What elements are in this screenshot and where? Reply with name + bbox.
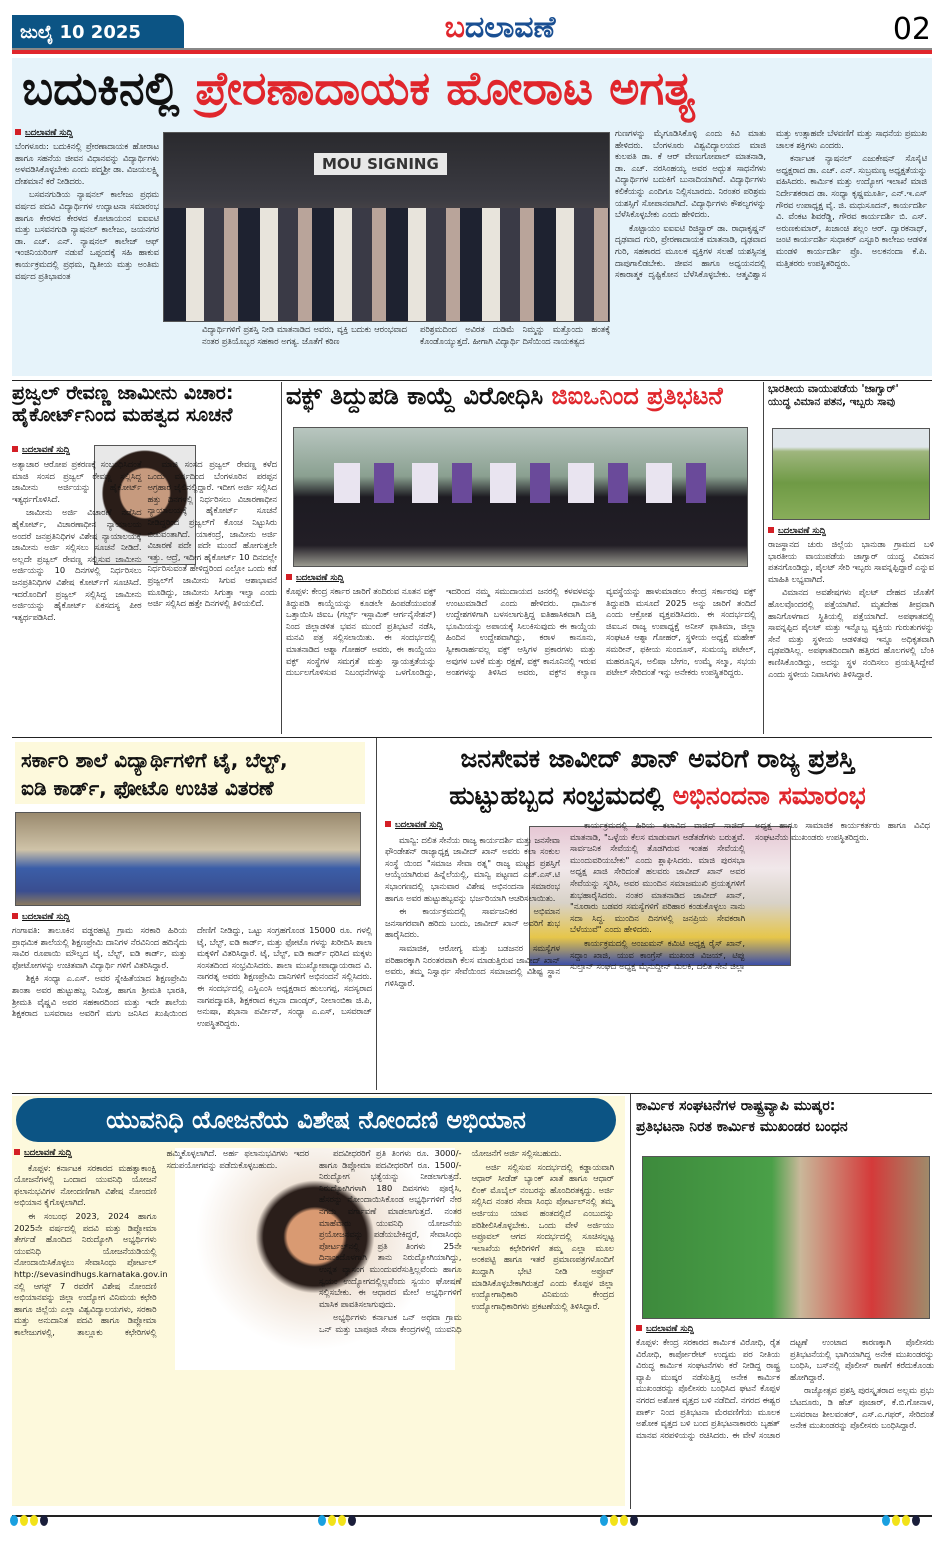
strike-headline: ಕಾರ್ಮಿಕ ಸಂಘಟನೆಗಳ ರಾಷ್ಟ್ರವ್ಯಾಪಿ ಮುಷ್ಕರ: ಪ್ರತಿಭಟನಾ ನಿರತ ಕಾರ್ಮಿಕ ಮುಖಂಡರ ಬಂಧನ — [636, 1098, 848, 1135]
story-prajwal-bail — [12, 383, 277, 735]
crash-site-photo — [772, 428, 930, 520]
school-body: ಗಂಗಾವತಿ: ತಾಲೂಕಿನ ವಡ್ಡರಹಟ್ಟಿ ಗ್ರಾಮ ಸರಕಾರಿ ಹಿರಿಯ ಪ್ರಾಥಮಿಕ ಶಾಲೆಯಲ್ಲಿ ಶಿಕ್ಷಣಪ್ರೇಮಿ ದಾನಿಗಳ ನೆರವಿನಿಂದ ಹದಿನೈದು ಸಾವಿರ ರೂಪಾಯಿ ಮೌಲ್ಯದ ಟೈ, ಬೆಲ್ಟ್, ಐಡಿ ಕಾರ್ಡ್, ಮತ್ತು ಫೋಟೋಗಳನ್ನು ಉಚಿತವಾಗಿ ವಿದ್ಯಾರ್ಥಿ ಗಳಿಗೆ ವಿತರಿಸಿದ್ದಾರೆ. ಶಿಕ್ಷಕಿ ಸಂಧ್ಯಾ ಎ.ಎಸ್. ಅವರ ಸ್ನೇಹಿತೆಯಾದ ಶಿಕ್ಷಣಪ್ರೇಮಿ ಶಾಂತಾ ಅವರ ಹುಟ್ಟುಹಬ್ಬ ನಿಮಿತ್ತ, ಹಾಗೂ ಶ್ರೀಮತಿ ಭಾರತಿ, ಶ್ರೀಮತಿ ವೈಷ್ಣವಿ ಅವರ ಸಹಕಾರದಿಂದ ಮತ್ತು ಇದೇ ಶಾಲೆಯ ಶಿಕ್ಷಕರಾದ ಬಸವರಾಜ ಅವರಿಗೆ ಮಗು ಜನಿಸಿದ ಖುಷಿಯಿಂದ ದೇಣಿಗೆ ನೀಡಿದ್ದು, ಒಟ್ಟು ಸಂಗ್ರಹಗೊಂಡ 15000 ರೂ. ಗಳಲ್ಲಿ ಟೈ, ಬೆಲ್ಟ್, ಐಡಿ ಕಾರ್ಡ್, ಮತ್ತು ಫೋಟೊ ಗಳನ್ನು ಖರೀದಿಸಿ ಶಾಲಾ ಮಕ್ಕಳಿಗೆ ವಿತರಿಸಿದ್ದಾರೆ. ಟೈ, ಬೆಲ್ಟ್, ಐಡಿ ಕಾರ್ಡ್ ಧರಿಸಿದ ಮಕ್ಕಳು ಸಂಸತದಿಂದ ಸಂಭ್ರಮಿಸಿದರು. ಶಾಲಾ ಮುಖ್ಯೋಪಾಧ್ಯಾಯರಾದ ವಿ. ನಾಗರತ್ನ ಅವರು ಶಿಕ್ಷಣಪ್ರೇಮಿ ದಾನಿಗಳಿಗೆ ಅಭಿನಂದನೆ ಸಲ್ಲಿಸಿದರು. ಈ ಸಂದರ್ಭದಲ್ಲಿ ಎಸ್ಡಿಎಂಸಿ ಅಧ್ಯಕ್ಷರಾದ ಹುಲುಗಪ್ಪ, ಸದಸ್ಯರಾದ ನಾಗಪದ್ಮಾವತಿ, ಶಿಕ್ಷಕರಾದ ಕಲ್ಪನಾ ದಾಂಡ್ಕರ್, ನೀಲಾಂಬಿಕಾ ಜಿ.ಪಿ, ಅನುಷಾ, ಶಭಾನಾ ಪರ್ವೀನ್, ಸಂಧ್ಯಾ ಎ.ಎಸ್, ಬಸವರಾಜ್ ಉಪಸ್ಥಿತರಿದ್ದರು. — [12, 925, 372, 1028]
byline: ಬದಲಾವಣೆ ಸುದ್ದಿ — [286, 573, 756, 583]
lead-caption-1: ವಿದ್ಯಾರ್ಥಿಗಳಿಗೆ ಪ್ರಶಸ್ತಿ ನೀಡಿ ಮಾತನಾಡಿದ ಅವರು, ವ್ಯಕ್ತಿ ಬದುಕು ಆರಂಭವಾದ ನಂತರ ಪ್ರತಿಯೊಬ್ಬರ ಸಹಕಾರ ಅಗತ್ಯ. ಜೊತೆಗೆ ಕಠಿಣ — [202, 324, 407, 346]
jaguar-body: ರಾಜಸ್ಥಾನದ ಚುರು ಜಿಲ್ಲೆಯ ಭಾನುಡಾ ಗ್ರಾಮದ ಬಳಿ ಭಾರತೀಯ ವಾಯುಪಡೆಯ ಜಾಗ್ವಾರ್ ಯುದ್ಧ ವಿಮಾನ ಪತನಗೊಂಡಿದ್ದು, ಪೈಲಟ್ ಸೇರಿ ಇಬ್ಬರು ಸಾವನ್ನಪ್ಪಿದ್ದಾರೆ ಎನ್ನುವ ಮಾಹಿತಿ ಲಭ್ಯವಾಗಿದೆ. ವಿಮಾನದ ಅವಶೇಷಗಳು ಪೈಲಟ್ ದೇಹದ ಜೊತೆಗೆ ಹೊಲವೊಂದರಲ್ಲಿ ಪತ್ತೆಯಾಗಿವೆ. ಮೃತದೇಹ ತೀವ್ರವಾಗಿ ಹಾನಿಗೊಳಗಾದ ಸ್ಥಿತಿಯಲ್ಲಿ ಪತ್ತೆಯಾಗಿದೆ. ಅಪಘಾತದಲ್ಲಿ ಸಾವನ್ನಪ್ಪಿದ ಪೈಲಟ್ ಮತ್ತು ಇನ್ನೊಬ್ಬ ವ್ಯಕ್ತಿಯ ಗುರುತುಗಳನ್ನು ಸೇನೆ ಮತ್ತು ಸ್ಥಳೀಯ ಆಡಳಿತವು ಇನ್ನೂ ಅಧಿಕೃತವಾಗಿ ದೃಢಪಡಿಸಿಲ್ಲ. ಅಪಘಾತದಿಂದಾಗಿ ಹತ್ತಿರದ ಹೊಲಗಳಲ್ಲಿ ಬೆಂಕಿ ಕಾಣಿಸಿಕೊಂಡಿದ್ದು, ಅದನ್ನು ಸ್ಥಳ ನಂದಿಸಲು ಪ್ರಯತ್ನಿಸಿದ್ದೇವೆ ಎಂದು ಸ್ಥಳೀಯ ನಿವಾಸಿಗಳು ತಿಳಿಸಿದ್ದಾರೆ. — [768, 539, 934, 679]
protest-placards — [334, 463, 714, 503]
registration-marks — [318, 1515, 356, 1526]
divider — [12, 380, 932, 381]
yuvanidhi-body: ಬದಲಾವಣೆ ಸುದ್ದಿ ಕೊಪ್ಪಳ: ಕರ್ನಾಟಕ ಸರಕಾರದ ಮಹತ್ವಾಕಾಂಕ್ಷಿ ಯೋಜನೆಗಳಲ್ಲಿ ಒಂದಾದ ಯುವನಿಧಿ ಯೋಜನೆ ಫಲಾನುಭವಿಗಳ ನೋಂದಣಿಗಾಗಿ ವಿಶೇಷ ನೋಂದಣಿ ಅಭಿಯಾನ ಕೈಗೊಳ್ಳಲಾಗಿದೆ. ಈ ಸಂಬಂಧ 2023, 2024 ಹಾಗೂ 2025ನೇ ವರ್ಷದಲ್ಲಿ ಪದವಿ ಮತ್ತು ಡಿಪ್ಲೋಮಾ ತೇರ್ಗಡೆ ಹೊಂದಿದ ನಿರುದ್ಯೋಗಿ ಅಭ್ಯರ್ಥಿಗಳು ಯುವನಿಧಿ ಯೋಜನೆಯಡಿಯಲ್ಲಿ ನೋಂದಾಯಿಸಿಕೊಳ್ಳಲು ಸೇವಾಸಿಂಧು ಪೋರ್ಟಲ್ http://sevasindhugs.karnataka.gov.in ನಲ್ಲಿ ಆಗಸ್ಟ್ 7 ರವರೆಗೆ ವಿಶೇಷ ನೋಂದಣಿ ಅಭಿಯಾನವನ್ನು ಜಿಲ್ಲಾ ಉದ್ಯೋಗ ವಿನಿಮಯ ಕಛೇರಿ ಹಾಗೂ ಜಿಲ್ಲೆಯ ಎಲ್ಲಾ ವಿಶ್ವವಿದ್ಯಾಲಯಗಳು, ಸರಕಾರಿ ಮತ್ತು ಅನುದಾನಿತ ಪದವಿ ಹಾಗೂ ಡಿಪ್ಲೋಮಾ ಕಾಲೇಜುಗಳಲ್ಲಿ, ತಾಲ್ಲೂಕು ಕಛೇರಿಗಳಲ್ಲಿ ಹಮ್ಮಿಕೊಳ್ಳಲಾಗಿದೆ. ಅರ್ಹ ಫಲಾನುಭವಿಗಳು ಇದರ ಸದುಪಯೋಗವನ್ನು ಪಡೆದುಕೊಳ್ಳಬಹುದು. ಪದವೀಧರರಿಗೆ ಪ್ರತಿ ತಿಂಗಳು ರೂ. 3000/- ಹಾಗೂ ಡಿಪ್ಲೋಮಾ ಪದವೀಧರರಿಗೆ ರೂ. 1500/- ನಿರುದ್ಯೋಗ ಭತ್ಯೆಯನ್ನು ನೀಡಲಾಗುತ್ತದೆ. ನಿರುದ್ಯೋಗಿಗಳಾಗಿ 180 ದಿವಸಗಳು ಪೂರೈಸಿ, ಹೆಸರನ್ನು ನೋಂದಾಯಿಸಿಕೊಂಡ ಅಭ್ಯರ್ಥಿಗಳಿಗೆ ನೇರ ನಗದು ವರ್ಗಾವಣೆ ಮಾಡಲಾಗುತ್ತದೆ. ನಂತರ ಮಾಹೆವಾರು ಯುವನಿಧಿ ಯೋಜನೆಯ ಪ್ರಯೋಜನವನ್ನು ಪಡೆಯಬೇಕಿದ್ದರೆ, ಸೇವಾಸಿಂಧು ಪೋರ್ಟಲ್‌ನಲ್ಲಿ ಪ್ರತಿ ತಿಂಗಳು 25ನೇ ದಿನಾಂಕದೊಳಗಾಗಿ ತಾನು ನಿರುದ್ಯೋಗಿಯಾಗಿದ್ದು, ಉನ್ನತ ವ್ಯಾಸಂಗ ಮುಂದುವರೆಸುತ್ತಿಲ್ಲವೆಂದು ಹಾಗೂ ಸ್ವಯಂ ಉದ್ಯೋಗದಲ್ಲಿಲ್ಲವೆಂದು ಸ್ವಯಂ ಘೋಷಣೆ ಸಲ್ಲಿಸಬೇಕು. ಈ ಆಧಾರದ ಮೇಲೆ ಅಭ್ಯರ್ಥಿಗಳಿಗೆ ಮಾಸಿಕ ಪಾವತಿಸಲಾಗುವುದು. ಅಭ್ಯರ್ಥಿಗಳು ಕರ್ನಾಟಕ ಒನ್ ಅಥವಾ ಗ್ರಾಮ ಒನ್ ಮತ್ತು ಬಾಪೂಜಿ ಸೇವಾ ಕೇಂದ್ರಗಳಲ್ಲಿ ಯುವನಿಧಿ ಯೋಜನೆಗೆ ಅರ್ಜಿ ಸಲ್ಲಿಸಬಹುದು. ಅರ್ಜಿ ಸಲ್ಲಿಸುವ ಸಂದರ್ಭದಲ್ಲಿ ಕಡ್ಡಾಯವಾಗಿ ಆಧಾರ್ ಸೀಡೆಡ್ ಬ್ಯಾಂಕ್ ಖಾತೆ ಹಾಗೂ ಆಧಾರ್ ಲಿಂಕ್ ಮೊಬೈಲ್ ನಂಬರನ್ನು ಹೊಂದಿರತಕ್ಕದ್ದು. ಅರ್ಜಿ ಸಲ್ಲಿಸಿದ ನಂತರ ಸೇವಾ ಸಿಂಧು ಪೋರ್ಟಲ್‌ನಲ್ಲಿ ತಮ್ಮ ಅರ್ಜಿಯು ಯಾವ ಹಂತದಲ್ಲಿದೆ ಎಂಬುದನ್ನು ಪರಿಶೀಲಿಸಿಕೊಳ್ಳಬೇಕು. ಒಂದು ವೇಳೆ ಅರ್ಜಿಯು ಅಪ್ರೂವಲ್ ಆಗದ ಸಂದರ್ಭದಲ್ಲಿ ಸೂಚಿಸಲ್ಪಟ್ಟ ಇಲಾಖೆಯ ಕಛೇರಿಗಳಿಗೆ ತಮ್ಮ ಎಲ್ಲಾ ಮೂಲ ಅಂಕಪಟ್ಟಿ ಹಾಗೂ ಇತರೆ ಪ್ರಮಾಣಪತ್ರಗಳೊಂದಿಗೆ ಖುದ್ದಾಗಿ ಭೇಟಿ ನೀಡಿ ಅಪ್ರೂವ್ ಮಾಡಿಸಿಕೊಳ್ಳಬೇಕಾಗಿರುತ್ತದೆ ಎಂದು ಕೊಪ್ಪಳ ಜಿಲ್ಲಾ ಉದ್ಯೋಗಾಧಿಕಾರಿ ವಿನಿಮಯ ಕೇಂದ್ರದ ಉದ್ಯೋಗಾಧಿಕಾರಿಗಳು ಪ್ರಕಟಣೆಯಲ್ಲಿ ತಿಳಿಸಿದ್ದಾರೆ. — [14, 1148, 614, 1337]
lead-col1 — [15, 128, 159, 284]
footer-rule — [12, 1515, 932, 1517]
waqf-body: ಕೊಪ್ಪಳ: ಕೇಂದ್ರ ಸರ್ಕಾರ ಜಾರಿಗೆ ತಂದಿರುವ ನೂತನ ವಕ್ಫ್ ತಿದ್ದುಪಡಿ ಕಾಯ್ದೆಯನ್ನು ಕೂಡಲೇ ಹಿಂಪಡೆಯುವಂತೆ ಒತ್ತಾಯಿಸಿ ಜಿಐಒ (ಗರ್ಲ್ಸ್ ಇಸ್ಲಾಮಿಕ್ ಆರ್ಗನೈಸೇಶನ್) ನಿಂದ ಜಿಲ್ಲಾಡಳಿತ ಭವನ ಮುಂದೆ ಪ್ರತಿಭಟನೆ ನಡೆಸಿ, ಮನವಿ ಪತ್ರ ಸಲ್ಲಿಸಲಾಯಿತು. ಈ ಸಂದರ್ಭದಲ್ಲಿ ಮಾತನಾಡಿದ ಆಶ್ನಾ ಗೋಹರ್ ಅವರು, ಈ ಕಾಯ್ದೆಯು ವಕ್ಫ್ ಸಂಸ್ಥೆಗಳ ಸಮಗ್ರತೆ ಮತ್ತು ಸ್ವಾಯತ್ತತೆಯನ್ನು ದುರ್ಬಲಗೊಳಿಸುವ ನಿಬಂಧನೆಗಳನ್ನು ಒಳಗೊಂಡಿದ್ದು, ಇದರಿಂದ ನಮ್ಮ ಸಮುದಾಯದ ಜನರಲ್ಲಿ ಕಳವಳವನ್ನು ಉಂಟುಮಾಡಿದೆ ಎಂದು ಹೇಳಿದರು. ಧಾರ್ಮಿಕ ಉದ್ದೇಶಗಳಿಗಾಗಿ ಬಳಸಲಾಗುತ್ತಿದ್ದ ಐತಿಹಾಸಿಕವಾಗಿ ದತ್ತಿ ಭೂಮಿಯನ್ನು ಅಪಾಯಕ್ಕೆ ಸಿಲುಕಿಸುವುದು ಈ ಕಾಯ್ದೆಯ ಹಿಂದಿನ ಉದ್ದೇಶವಾಗಿದ್ದು, ಕರಾಳ ಕಾನೂನು, ಸ್ವೀಕಾರಾರ್ಹವಲ್ಲ ವಕ್ಫ್ ಆಸ್ತಿಗಳ ಪ್ರಕಾರಗಳು ಮತ್ತು ಅವುಗಳ ಬಳಕೆ ಮತ್ತು ರಕ್ಷಣೆ, ವಕ್ಫ್ ಕಾನೂನಿನಲ್ಲಿ ಇರುವ ಅಂಶಗಳನ್ನು ತಿಳಿಸಿದ ಅವರು, ವಕ್ಫ್‌ನ ಕಲ್ಯಾಣ ವ್ಯವಸ್ಥೆಯನ್ನು ಹಾಳುಮಾಡಲು ಕೇಂದ್ರ ಸರ್ಕಾರವು ವಕ್ಫ್ ತಿದ್ದುಪಡಿ ಮಸೂದೆ 2025 ಅನ್ನು ಜಾರಿಗೆ ತಂದಿದೆ ಎಂದು ಆಕ್ರೋಶ ವ್ಯಕ್ತಪಡಿಸಿದರು. ಈ ಸಂದರ್ಭದಲ್ಲಿ ಜಿಐಒನ ರಾಜ್ಯ ಉಪಾಧ್ಯಕ್ಷೆ ಅನೀಸ್ ಫಾತಿಮಾ, ಜಿಲ್ಲಾ ಸಂಘಟಕಿ ಆಶ್ನಾ ಗೋಹರ್, ಸ್ಥಳೀಯ ಅಧ್ಯಕ್ಷೆ ಮಹೇಕ್ ಸಮರೀನ್, ಫಕೀಯ ಸುಂದೂಸ್, ಸುಮಯ್ಯ ಪಟೇಲ್, ಮಹರೂನ್ನಿಸ, ಅಲಿಷಾ ಬೇಗಂ, ಉಮ್ಮೆ ಸಲ್ಮಾ, ಸಭಯ ಪಟೇಲ್ ಸೇರಿದಂತೆ ಇನ್ನು ಅನೇಕರು ಉಪಸ್ಥಿತರಿದ್ದರು. — [286, 586, 756, 678]
story-school-distribution — [12, 740, 372, 1090]
byline: ಬದಲಾವಣೆ ಸುದ್ದಿ — [12, 445, 90, 455]
divider — [763, 382, 764, 734]
lead-body: ಬೆಂಗಳೂರು: ಬದುಕಿನಲ್ಲಿ ಪ್ರೇರಣಾದಾಯಕ ಹೋರಾಟ ಹಾಗೂ ಸಹನೆಯ ಜೀವನ ವಿಧಾನವನ್ನು ವಿದ್ಯಾರ್ಥಿಗಳು ಅಳವಡಿಸಿಕೊಳ್ಳಬೇಕು ಎಂದು ಪದ್ಮಶ್ರೀ ಡಾ. ವಿಜಯಲಕ್ಷ್ಮಿ ದೇಶಮಾನೆ ಕರೆ ನೀಡಿದರು. ಬಸವನಗುಡಿಯ ನ್ಯಾಷನಲ್ ಕಾಲೇಜು ಪ್ರಥಮ ವರ್ಷದ ಪದವಿ ವಿದ್ಯಾರ್ಥಿಗಳ ಉದ್ಘಾಟನಾ ಸಮಾರಂಭ ಹಾಗೂ ಕೇರಳದ ಕೇರಳದ ಕೋಟಾಯಂನ ಐಐಐಟಿ ಮತ್ತು ಬಸವನಗುಡಿ ನ್ಯಾಷನಲ್ ಕಾಲೇಜು, ಜಯನಗರ ಡಾ. ಎಚ್. ಎನ್. ನ್ಯಾಷನಲ್ ಕಾಲೇಜ್ ಆಫ್ ಇಂಜಿನಿಯರಿಂಗ್ ನಡುವೆ ಒಪ್ಪಂದಕ್ಕೆ ಸಹಿ ಹಾಕುವ ಕಾರ್ಯಕ್ರಮದಲ್ಲಿ ಪ್ರಥಮ, ದ್ವಿತೀಯ ಮತ್ತು ಅಂತಿಮ ವರ್ಷದ ಪ್ರತಿಭಾವಂತ — [15, 141, 159, 281]
divider — [376, 738, 377, 1090]
lead-photo-mou-signing — [163, 132, 610, 322]
lead-caption-2: ಪರಿಶ್ರಮದಿಂದ ಅವಿರತ ದುಡಿಮೆ ನಿಮ್ಮನ್ನು ಮತ್ತೊಂದು ಹಂತಕ್ಕೆ ಕೊಂಡೊಯ್ಯುತ್ತದೆ. ಹೀಗಾಗಿ ವಿದ್ಯಾರ್ಥಿ ದಿಸೆಯಿಂದ ನಾಯಕತ್ವದ — [420, 324, 610, 346]
masthead-logo: ಬದಲಾವಣೆ — [444, 10, 556, 45]
byline: ಬದಲಾವಣೆ ಸುದ್ದಿ — [15, 128, 159, 138]
byline: ಬದಲಾವಣೆ ಸುದ್ದಿ — [12, 912, 372, 922]
story-jaguar-crash — [768, 383, 934, 735]
byline: ಬದಲಾವಣೆ ಸುದ್ದಿ — [636, 1324, 934, 1334]
header-rule — [12, 48, 932, 54]
school-headline: ಸರ್ಕಾರಿ ಶಾಲೆ ವಿದ್ಯಾರ್ಥಿಗಳಿಗೆ ಟೈ, ಬೆಲ್ಟ್, ಐಡಿ ಕಾರ್ಡ್, ಫೋಟೊ ಉಚಿತ ವಿತರಣೆ — [15, 742, 365, 804]
jaguar-headline: ಭಾರತೀಯ ವಾಯುಪಡೆಯ 'ಜಾಗ್ವಾರ್' ಯುದ್ಧ ವಿಮಾನ ಪತನ, ಇಬ್ಬರು ಸಾವು — [768, 383, 899, 408]
story-yuvanidhi-registration — [12, 1096, 625, 1506]
divider — [281, 382, 282, 734]
registration-marks — [882, 1515, 920, 1526]
divider — [630, 1094, 631, 1509]
students-group-photo — [15, 812, 361, 906]
waqf-headline: ವಕ್ಫ್ ತಿದ್ದುಪಡಿ ಕಾಯ್ದೆ ವಿರೋಧಿಸಿ ಜಿಐಒನಿಂದ ಪ್ರತಿಭಟನೆ — [286, 383, 723, 410]
registration-marks — [10, 1515, 48, 1526]
javeed-body: ಬದಲಾವಣೆ ಸುದ್ದಿ ಮಾನ್ವಿ: ದಲಿತ ಸೇನೆಯ ರಾಜ್ಯ ಕಾರ್ಯದರ್ಶಿ ಮತ್ತು ಜನಸೇವಾ ಫೌಂಡೇಶನ್ ರಾಜ್ಯಾಧ್ಯಕ್ಷ ಜಾವೀದ್ ಖಾನ್ ಅವರು ಕಲಾ ಸಂಕುಲ ಸಂಸ್ಥೆ ಯಿಂದ "ಸಮಾಜ ಸೇವಾ ರತ್ನ" ರಾಜ್ಯ ಮಟ್ಟದ ಪ್ರಶಸ್ತಿಗೆ ಆಯ್ಕೆಯಾಗಿರುವ ಹಿನ್ನೆಲೆಯಲ್ಲಿ, ಮಾನ್ವಿ ಪಟ್ಟಣದ ಎಚ್.ಎಸ್.ಟಿ ಸಭಾಂಗಣದಲ್ಲಿ ಭಾನುವಾರ ವಿಶೇಷ ಅಭಿನಂದನಾ ಸಮಾರಂಭ ಹಾಗೂ ಅವರ ಹುಟ್ಟುಹಬ್ಬವನ್ನು ಭರ್ಜರಿಯಾಗಿ ಆಚರಿಸಲಾಯಿತು. ಈ ಕಾರ್ಯಕ್ರಮದಲ್ಲಿ ಸಾರ್ವಜನಿಕರ ಅಭಿಮಾನ ಜನಸಾಗರವಾಗಿ ಹರಿದು ಬಂದು, ಜಾವೀದ್ ಖಾನ್ ಅವರಿಗೆ ಶುಭ ಹಾರೈಸಿದರು. ಸಾಮಾಜಿಕ, ಆರೋಗ್ಯ ಮತ್ತು ಬಡಜನರ ಸಮಸ್ಯೆಗಳ ಪರಿಹಾರಕ್ಕಾಗಿ ನಿರಂತರವಾಗಿ ಕೆಲಸ ಮಾಡುತ್ತಿರುವ ಜಾವೀದ್ ಖಾನ್ ಅವರು, ತಮ್ಮ ನಿಸ್ವಾರ್ಥ ಸೇವೆಯಿಂದ ಸಮಾಜದಲ್ಲಿ ವಿಶಿಷ್ಟ ಸ್ಥಾನ ಗಳಿಸಿದ್ದಾರೆ. ಕಾರ್ಯಕ್ರಮದಲ್ಲಿ ಹಿರಿಯ ಕಲಾವಿದ ವಾಜಿದ್ ಸಾಜಿದ್ ಮಾತನಾಡಿ, "ಒಳ್ಳೆಯ ಕೆಲಸ ಮಾಡುವಾಗ ಅಡೆತಡೆಗಳು ಬರುತ್ತವೆ. ಸಾರ್ವಜನಿಕ ಸೇವೆಯಲ್ಲಿ ತೊಡಗಿರುವ ಇಂತಹ ಸೇವೆಯಲ್ಲಿ ಮುಂದುವರಿಯಬೇಕು" ಎಂದು ಶ್ಲಾಘಿಸಿದರು. ಮಾಜಿ ಪುರಸಭಾ ಅಧ್ಯಕ್ಷ ಖಾಜಿ ಸೇರಿದಂತೆ ಹಲವರು ಜಾವೀದ್ ಖಾನ್ ಅವರ ಸೇವೆಯನ್ನು ಸ್ಮರಿಸಿ, ಅವರ ಮುಂದಿನ ಸಮಾಜಮುಖಿ ಪ್ರಯತ್ನಗಳಿಗೆ ಶುಭಹಾರೈಸಿದರು. ನಂತರ ಮಾತನಾಡಿದ ಜಾವೀದ್ ಖಾನ್, "ನೂರಾರು ಬಡವರ ಸಮಸ್ಯೆಗಳಿಗೆ ಪರಿಹಾರ ಕಂಡುಕೊಳ್ಳಲು ನಾನು ಸದಾ ಸಿದ್ಧ. ಮುಂದಿನ ದಿನಗಳಲ್ಲಿ ಜನಪ್ರಿಯ ಸೇವಕರಾಗಿ ಬೆಳೆಯುವೆ" ಎಂದು ಹೇಳಿದರು. ಕಾರ್ಯಕ್ರಮದಲ್ಲಿ ಅಂಜುಮನ್ ಕಮಿಟಿ ಅಧ್ಯಕ್ಷ ರೈಸ್ ಖಾನ್, ಸದ್ದಾಂ ಖಾಜಿ, ಯುವ ಕಾಂಗ್ರೆಸ್ ಮುಖಂಡ ವಿಜಯ್, ಟಿಪ್ಪು ಸುಲ್ತಾನ್ ಸಂಘದ ಅಧ್ಯಕ್ಷ ಮೈನುದ್ದೀನ್ ಮಿಲಕಿ, ದಲಿತ ಸೇನೆ ಜಿಲ್ಲಾ ಅಧ್ಯಕ್ಷ ಹಾಗೂ ಸಾಮಾಜಿಕ ಕಾರ್ಯಕರ್ತರು ಹಾಗೂ ವಿವಿಧ ಸಂಘಟನೆಯ ಮುಖಂಡರು ಉಪಸ್ಥಿತರಿದ್ದರು. — [385, 820, 930, 988]
people-group — [164, 208, 609, 321]
police-bus-arrest-photo — [642, 1156, 930, 1319]
issue-date: ಜುಲೈ 10 2025 — [12, 15, 184, 51]
lead-headline: ಬದುಕಿನಲ್ಲಿ ಪ್ರೇರಣಾದಾಯಕ ಹೋರಾಟ ಅಗತ್ಯ — [22, 61, 696, 115]
divider — [12, 1093, 932, 1094]
byline: ಬದಲಾವಣೆ ಸುದ್ದಿ — [14, 1148, 157, 1160]
waqf-protest-photo — [293, 427, 748, 567]
yuvanidhi-headline: ಯುವನಿಧಿ ಯೋಜನೆಯ ವಿಶೇಷ ನೋಂದಣಿ ಅಭಿಯಾನ — [16, 1098, 616, 1142]
divider — [12, 737, 932, 738]
strike-body: ಕೊಪ್ಪಳ: ಕೇಂದ್ರ ಸರಕಾರದ ಕಾರ್ಮಿಕ ವಿರೋಧಿ, ರೈತ ವಿರೋಧಿ, ಕಾರ್ಪೋರೇಟ್ ಉದ್ಯಮ ಪರ ನೀತಿಯ ವಿರುದ್ಧ ಕಾರ್ಮಿಕ ಸಂಘಟನೆಗಳು ಕರೆ ನೀಡಿದ್ದ ರಾಷ್ಟ್ರ ವ್ಯಾಪಿ ಮುಷ್ಕರ ನಡೆಸುತ್ತಿದ್ದ ಅನೇಕ ಕಾರ್ಮಿಕ ಮುಖಂಡರನ್ನು ಪೊಲೀಸರು ಬಂಧಿಸಿದ ಘಟನೆ ಕೊಪ್ಪಳ ನಗರದ ಅಶೋಕ ವೃತ್ತದ ಬಳಿ ನಡೆದಿದೆ. ನಗರದ ಈಶ್ವರ ಪಾರ್ಕ್ ನಿಂದ ಪ್ರತಿಭಟನಾ ಮೆರವಣಿಗೆಯ ಮೂಲಕ ಅಶೋಕ ವೃತ್ತದ ಬಳಿ ಬಂದ ಪ್ರತಿಭಟನಾಕಾರರು ಬೃಹತ್ ಮಾನವ ಸರಪಳಿಯನ್ನು ರಚಿಸಿದರು. ಈ ವೇಳೆ ಸಂಚಾರ ದಟ್ಟಣೆ ಉಂಟಾದ ಕಾರಣಕ್ಕಾಗಿ ಪೊಲೀಸರು ಪ್ರತಿಭಟನೆಯಲ್ಲಿ ಭಾಗಿಯಾಗಿದ್ದ ಅನೇಕ ಮುಖಂಡರನ್ನು ಬಂಧಿಸಿ, ಬಸ್‌ನಲ್ಲಿ ಪೊಲೀಸ್ ಠಾಣೆಗೆ ಕರೆದುಕೊಂಡು ಹೋಗಿದ್ದಾರೆ. ರಾಜ್ಯೋತ್ಸವ ಪ್ರಶಸ್ತಿ ಪುರಸ್ಕೃತರಾದ ಅಲ್ಲಮ ಪ್ರಭು ಬೆಟದೂರು, ಡಿ ಹೆಚ್ ಪೂಜಾರ್, ಕೆ.ಬಿ.ಗೋನಾಳ, ಬಸವರಾಜ ಶೀಲವಂತರ್, ಎಸ್.ಎ.ಗಫರ್, ಸೇರಿದಂತೆ ಅನೇಕ ಮುಖಂಡರನ್ನು ಪೊಲೀಸರು ಬಂಧಿಸಿದ್ದಾರೆ. — [636, 1337, 934, 1440]
prajwal-headline: ಪ್ರಜ್ವಲ್ ರೇವಣ್ಣ ಜಾಮೀನು ವಿಚಾರ: ಹೈಕೋರ್ಟ್‌ನಿಂದ ಮಹತ್ವದ ಸೂಚನೆ — [12, 383, 234, 426]
javeed-headline: ಜನಸೇವಕ ಜಾವೀದ್ ಖಾನ್ ಅವರಿಗೆ ರಾಜ್ಯ ಪ್ರಶಸ್ತಿ ಹುಟ್ಟುಹಬ್ಬದ ಸಂಭ್ರಮದಲ್ಲಿ ಅಭಿನಂದನಾ ಸಮಾರಂಭ — [449, 744, 866, 810]
lead-right-columns: ಗುಣಗಳನ್ನು ಮೈಗೂಡಿಸಿಕೊಳ್ಳಿ ಎಂದು ಕಿವಿ ಮಾತು ಹೇಳಿದರು. ಬೆಂಗಳೂರು ವಿಶ್ವವಿದ್ಯಾಲಯದ ಮಾಜಿ ಕುಲಪತಿ ಡಾ. ಕೆ ಆರ್ ವೇಣುಗೋಪಾಲ್ ಮಾತನಾಡಿ, ಡಾ. ಎಚ್. ನರಸಿಂಹಯ್ಯ ಅವರ ಅದ್ಭುತ ಸಾಧನೆಗಳು ವಿದ್ಯಾರ್ಥಿಗಳ ಬದುಕಿಗೆ ಬುನಾದಿಯಾಗಿವೆ. ವಿದ್ಯಾರ್ಥಿಗಳು ಕಲಿಕೆಯನ್ನು ಎಂದಿಗೂ ನಿಲ್ಲಿಸಬಾರದು. ನಿರಂತರ ಪರಿಶ್ರಮ ಯಶಸ್ಸಿಗೆ ಸೋಪಾನವಾಗಿದೆ. ವಿದ್ಯಾರ್ಥಿಗಳು ಕೌಶಲ್ಯಗಳನ್ನು ಬೆಳೆಸಿಕೊಳ್ಳಬೇಕು ಎಂದು ಹೇಳಿದರು. ಕೊಟ್ಟಾಯಂ ಐಐಐಟಿ ರಿಜಿಸ್ಟ್ರಾರ್ ಡಾ. ರಾಧಾಕೃಷ್ಣನ್ ದೃಢವಾದ ಗುರಿ, ಪ್ರೇರಣಾದಾಯಕ ಮಾತನಾಡಿ, ದೃಢವಾದ ಗುರಿ, ಸಹಕಾರದ ಮೂಲಕ ವ್ಯಕ್ತಿಗಳ ಸಲಹೆ ಯಶಸ್ಸಿನತ್ತ ದಾಪುಗಾಲಿಡಬೇಕು. ಜೀವನ ಹಾಗೂ ಅಧ್ಯಯನದಲ್ಲಿ ಸಕಾರಾತ್ಮಕ ದೃಷ್ಟಿಕೋನ ಬೆಳೆಸಿಕೊಳ್ಳಬೇಕು. ಆತ್ಮವಿಶ್ವಾಸ ಮತ್ತು ಉತ್ಸಾಹವೇ ಬೆಳವಣಿಗೆ ಮತ್ತು ಸಾಧನೆಯ ಪ್ರಮುಖ ಚಾಲಕ ಶಕ್ತಿಗಳು ಎಂದರು. ಕರ್ನಾಟಕ ನ್ಯಾಷನಲ್ ಎಜುಕೇಷನ್ ಸೊಸೈಟಿ ಅಧ್ಯಕ್ಷರಾದ ಡಾ. ಎಚ್. ಎನ್. ಸುಬ್ರಮಣ್ಯ ಅಧ್ಯಕ್ಷತೆಯನ್ನು ವಹಿಸಿದರು. ಕಾರ್ಮಿಕ ಮತ್ತು ಉದ್ಯೋಗ ಇಲಾಖೆ ಮಾಜಿ ನಿರ್ದೇಶಕರಾದ ಡಾ. ಸಂಧ್ಯಾ ಕೃಷ್ಣಮೂರ್ತಿ, ಎನ್.ಇ.ಎಸ್ ಗೌರವ ಉಪಾಧ್ಯಕ್ಷ ವೈ. ಜಿ. ಮಧುಸೂದನ್, ಕಾರ್ಯದರ್ಶಿ ವಿ. ವೆಂಕಟ ಶಿವರೆಡ್ಡಿ, ಗೌರವ ಕಾರ್ಯದರ್ಶಿ ಬಿ. ಎಸ್. ಅರುಣಕುಮಾರ್, ಖಜಾಂಚಿ ಶಲ್ಲಂ ಆರ್. ದ್ವಾರಕನಾಥ್, ಜಂಟಿ ಕಾರ್ಯದರ್ಶಿ ಸುಧಾಕರ್ ಎಸ್ಟೂರಿ ಕಾಲೇಜು ಆಡಳಿತ ಮಂಡಳಿ ಕಾರ್ಯದರ್ಶಿ ಪ್ರೊ. ಅಲಕನಂದಾ ಕೆ.ಪಿ. ಮತ್ತಿತರರು ಉಪಸ್ಥಿತರಿದ್ದರು. — [615, 128, 927, 280]
story-javeed-khan-award — [381, 740, 934, 1090]
mou-banner: MOU SIGNING — [314, 153, 447, 175]
registration-marks — [600, 1515, 638, 1526]
page-number: 02 — [892, 12, 931, 47]
lead-story — [12, 58, 932, 376]
story-labour-strike — [636, 1096, 934, 1506]
story-waqf-protest — [286, 383, 756, 735]
prajwal-body: ಅತ್ಯಾಚಾರ ಆರೋಪ ಪ್ರಕರಣಕ್ಕೆ ಸಂಬಂಧಿಸಿದಂತೆ ಮಾಜಿ ಸಂಸದ ಪ್ರಜ್ವಲ್ ರೇವಣ್ಣ ಸಲ್ಲಿಸಿದ್ದ ಜಾಮೀನು ಅರ್ಜಿಯನ್ನು ಹೈಕೋರ್ಟ್ ಇತ್ಯರ್ಥಗೊಳಿಸಿದೆ. ಜಾಮೀನು ಅರ್ಜಿ ವಿಚಾರಣೆ ನಡೆಸಿದ ಹೈಕೋರ್ಟ್, ವಿಚಾರಣಾಧೀನ ನ್ಯಾಯಾಲಯ ಅಂದರೆ ಜನಪ್ರತಿನಿಧಿಗಳ ವಿಶೇಷ ನ್ಯಾಯಾಲಯಕ್ಕೆ ಜಾಮೀನು ಅರ್ಜಿ ಸಲ್ಲಿಸಲು ಸೂಚನೆ ನೀಡಿದೆ. ಅಲ್ಲದೇ ಪ್ರಜ್ವಲ್ ರೇವಣ್ಣ ಸಲ್ಲಿಸುವ ಜಾಮೀನು ಅರ್ಜಿಯನ್ನು 10 ದಿನಗಳಲ್ಲಿ ನಿರ್ಧರಿಸಲು ಜನಪ್ರತಿನಿಧಿಗಳ ವಿಶೇಷ ಕೋರ್ಟ್‌ಗೆ ಸೂಚಿಸಿದೆ. ಇದರೊಂದಿಗೆ ಪ್ರಜ್ವಲ್ ಸಲ್ಲಿಸಿದ್ದ ಜಾಮೀನು ಅರ್ಜಿಯನ್ನು ಹೈಕೋರ್ಟ್ ಏಕಸದಸ್ಯ ಪೀಠ ಇತ್ಯರ್ಥಪಡಿಸಿದೆ. ಮಾಜಿ ಸಂಸದ ಪ್ರಜ್ವಲ್ ರೇವಣ್ಣ ಕಳೆದ ಒಂದು ವರ್ಷದಿಂದ ಬೆಂಗಳೂರಿನ ಪರಪ್ಪನ ಅಗ್ರಹಾರ ಜೈಲಿನಲ್ಲಿದ್ದಾರೆ. ಇದೀಗ ಅರ್ಜಿ ಸಲ್ಲಿಸಿದ ಹತ್ತು ದಿನಗಳಲ್ಲಿ ನಿರ್ಧರಿಸಲು ವಿಚಾರಣಾಧೀನ ನ್ಯಾಯಾಲಯಕ್ಕೆ ಹೈಕೋರ್ಟ್ ಸೂಚನೆ ನೀಡಿದ್ದರಿಂದ ಪ್ರಜ್ವಲ್‌ಗೆ ಕೊಂಚ ನಿಟ್ಟುಸಿರು ಬಿಡುವಂತಾಗಿದೆ. ಯಾಕಂದ್ರೆ, ಜಾಮೀನು ಅರ್ಜಿ ವಿಚಾರಣೆ ಪದೇ ಪದೇ ಮುಂದೆ ಹೋಗುತ್ತಲೇ ಇತ್ತು. ಆದ್ರೆ, ಇದೀಗ ಹೈಕೋರ್ಟ್ 10 ದಿನದಲ್ಲೇ ನಿರ್ಧರಿಸುವಂತೆ ಹೇಳಿದ್ದರಿಂದ ಎಲ್ಲೋ ಒಂದು ಕಡೆ ಪ್ರಜ್ವಲ್‌ಗೆ ಜಾಮೀನು ಸಿಗುವ ಆಶಾಭಾವನೆ ಮೂಡಿದ್ದು, ಜಾಮೀನು ಸಿಗುತ್ತಾ ಇಲ್ವಾ ಎಂದು ಅರ್ಜಿ ಸಲ್ಲಿಸಿದ ಹತ್ತೇ ದಿನಗಳಲ್ಲಿ ತಿಳಿಯಲಿದೆ. — [12, 459, 277, 622]
byline: ಬದಲಾವಣೆ ಸುದ್ದಿ — [385, 820, 560, 832]
byline: ಬದಲಾವಣೆ ಸುದ್ದಿ — [768, 526, 934, 536]
